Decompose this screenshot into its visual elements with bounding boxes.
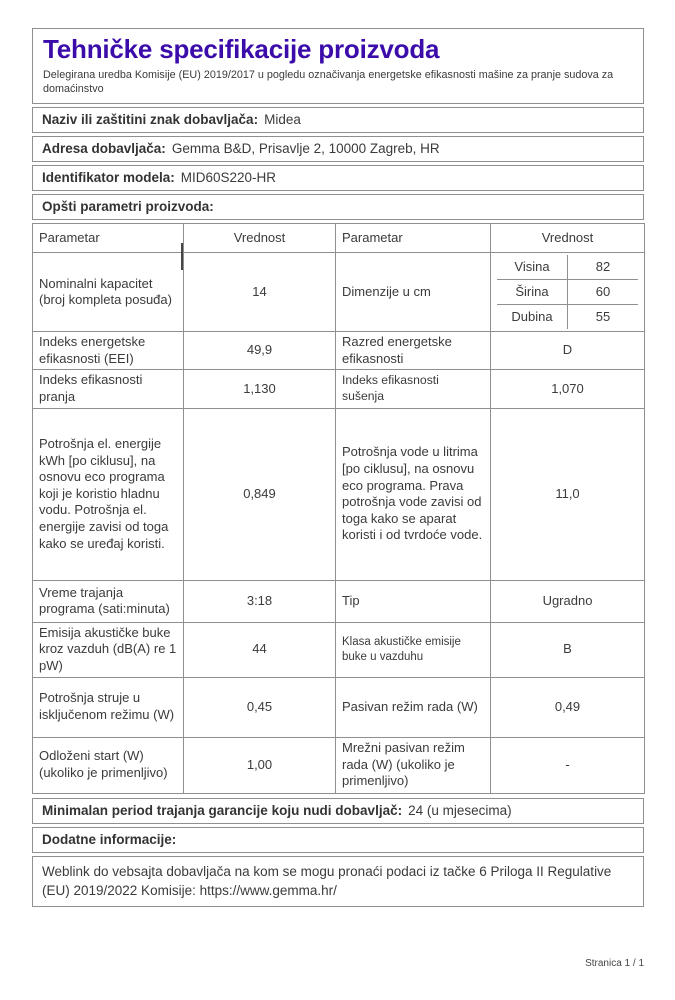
dimension-value: 60 <box>568 280 639 305</box>
dimensions-table <box>497 255 638 329</box>
value-cell: 1,00 <box>184 737 336 793</box>
value-cell: - <box>491 737 645 793</box>
model-identifier-row <box>32 165 644 191</box>
dimension-name: Širina <box>497 280 568 305</box>
supplier-address-value: Gemma B&D, Prisavlje 2, 10000 Zagreb, HR <box>171 141 440 157</box>
page-title: Tehničke specifikacije proizvoda <box>43 34 440 64</box>
value-cell: 11,0 <box>491 408 645 580</box>
value-cell: 1,070 <box>491 370 645 408</box>
header-parametar-1: Parametar <box>33 224 184 253</box>
dimensions-cell <box>491 253 645 332</box>
table-row-wash-index <box>33 370 645 408</box>
param-cell: Dimenzije u cm <box>336 253 491 332</box>
warranty-row <box>32 798 644 824</box>
param-cell: Mrežni pasivan režim rada (W) (ukoliko je primenljivo) <box>336 737 491 793</box>
dimension-value: 55 <box>595 308 611 324</box>
weblink-row: Weblink do vebsajta dobavljača na kom se mogu pronaći podaci iz tačke 6 Priloga II Regulative (EU) 2019/2022 Komisije: https://www.gemma.hr/ <box>32 856 644 907</box>
supplier-name-value: Midea <box>264 112 301 128</box>
page-subtitle: Delegirana uredba Komisije (EU) 2019/2017 u pogledu označivanja energetske efikasnosti mašine za pranje sudova za domaćinstvo <box>43 68 614 95</box>
warranty-value: 24 (u mjesecima) <box>408 802 512 818</box>
value-cell: B <box>491 622 645 677</box>
param-cell: Razred energetske efikasnosti <box>336 332 491 370</box>
document-content <box>32 28 644 910</box>
dimension-name: Visina <box>497 255 568 280</box>
table-row-delayed-start <box>33 737 645 793</box>
spec-table <box>32 223 645 793</box>
dimension-row <box>497 280 638 305</box>
param-cell: Potrošnja struje u isključenom režimu (W) <box>33 677 184 737</box>
param-cell: Potrošnja vode u litrima [po ciklusu], na osnovu eco programa. Prava potrošnja vode zavisi od toga kako se aparat koristi i od tvrdoće vode. <box>336 408 491 580</box>
value-cell: 1,130 <box>184 370 336 408</box>
supplier-name-row <box>32 107 644 133</box>
page-number: Stranica 1 / 1 <box>585 958 644 969</box>
table-row-duration-type <box>33 580 645 622</box>
dimension-row <box>497 305 638 330</box>
table-header-row <box>33 224 645 253</box>
value-cell: 3:18 <box>184 580 336 622</box>
param-cell: Odloženi start (W) (ukoliko je primenljivo) <box>33 737 184 793</box>
header-parametar-2: Parametar <box>336 224 491 253</box>
supplier-name-label: Naziv ili zaštitini znak dobavljača: <box>42 112 259 128</box>
supplier-address-row <box>32 136 644 162</box>
general-parameters-heading: Opšti parametri proizvoda: <box>32 194 644 220</box>
value-cell: 0,49 <box>491 677 645 737</box>
dimension-name: Dubina <box>497 305 568 330</box>
param-cell: Indeks efikasnosti sušenja <box>336 370 491 408</box>
dimension-row <box>497 255 638 280</box>
table-row-energy-water <box>33 408 645 580</box>
value-cell: 0,849 <box>184 408 336 580</box>
param-cell: Emisija akustičke buke kroz vazduh (dB(A) re 1 pW) <box>33 622 184 677</box>
title-section <box>32 28 644 104</box>
param-cell: Tip <box>336 580 491 622</box>
model-identifier-label: Identifikator modela: <box>42 170 175 186</box>
supplier-address-label: Adresa dobavljača: <box>42 141 166 157</box>
text-cursor-artifact <box>181 243 183 270</box>
param-cell: Vreme trajanja programa (sati:minuta) <box>33 580 184 622</box>
param-cell: Indeks energetske efikasnosti (EEI) <box>33 332 184 370</box>
value-cell: 49,9 <box>184 332 336 370</box>
table-row-eei <box>33 332 645 370</box>
param-cell: Indeks efikasnosti pranja <box>33 370 184 408</box>
value-cell: 44 <box>184 622 336 677</box>
value-cell: 0,45 <box>184 677 336 737</box>
table-row-off-mode <box>33 677 645 737</box>
value-cell: 14 <box>184 253 336 332</box>
model-identifier-value: MID60S220-HR <box>180 170 277 186</box>
additional-info-heading: Dodatne informacije: <box>32 827 644 853</box>
param-cell: Nominalni kapacitet (broj kompleta posuđa) <box>33 253 184 332</box>
dimension-value: 82 <box>568 255 639 280</box>
warranty-label: Minimalan period trajanja garancije koju nudi dobavljač: <box>42 802 403 818</box>
header-vrednost-2: Vrednost <box>491 224 645 253</box>
value-cell: D <box>491 332 645 370</box>
table-row-capacity-dimensions <box>33 253 645 332</box>
param-cell: Pasivan režim rada (W) <box>336 677 491 737</box>
value-cell: Ugradno <box>491 580 645 622</box>
header-vrednost-1: Vrednost <box>184 224 336 253</box>
param-cell: Klasa akustičke emisije buke u vazduhu <box>336 622 491 677</box>
table-row-noise <box>33 622 645 677</box>
param-cell: Potrošnja el. energije kWh [po ciklusu], na osnovu eco programa koji je koristio hladnu vodu. Potrošnja el. energije zavisi od toga kako se uređaj koristi. <box>33 408 184 580</box>
